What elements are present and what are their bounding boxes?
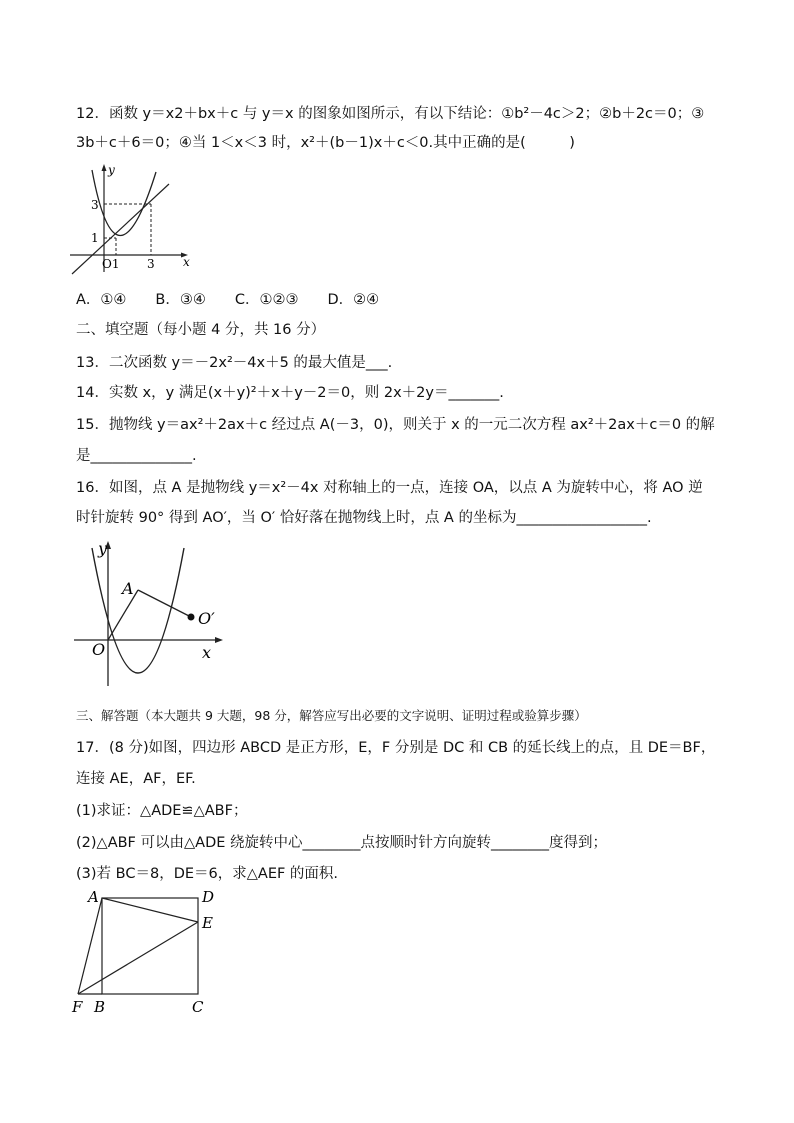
q12-line2: 3b＋c＋6＝0；④当 1＜x＜3 时，x²＋(b－1)x＋c＜0.其中正确的是( ) — [76, 135, 575, 151]
q15-line2: 是______________. — [76, 448, 197, 464]
q16-line1: 16．如图，点 A 是抛物线 y＝x²－4x 对称轴上的一点，连接 OA，以点 A 为旋转中心，将 AO 逆 — [76, 480, 703, 496]
q16-figure — [72, 538, 232, 698]
q17-part2: (2)△ABF 可以由△ADE 绕旋转中心________点按顺时针方向旋转________度得到； — [76, 835, 608, 851]
q15-line1: 15．抛物线 y＝ax²＋2ax＋c 经过点 A(－3，0)，则关于 x 的一元二次方程 ax²＋2ax＋c＝0 的解 — [76, 417, 715, 433]
q17-label-d: D — [202, 888, 215, 906]
q17-line1: 17．(8 分)如图，四边形 ABCD 是正方形，E，F 分别是 DC 和 CB 的延长线上的点，且 DE＝BF， — [76, 740, 716, 756]
q16-y-label: y — [98, 539, 108, 558]
q12-options: A．①④ B．③④ C．①②③ D．②④ — [76, 292, 380, 308]
q17-line2: 连接 AE，AF，EF. — [76, 771, 196, 787]
q17-label-e: E — [202, 914, 213, 932]
q14: 14．实数 x，y 满足(x＋y)²＋x＋y－2＝0，则 2x＋2y＝_______. — [76, 385, 504, 401]
q12-y-label: y — [108, 163, 115, 177]
q16-origin-label: O — [92, 640, 106, 659]
q12-figure — [66, 160, 196, 280]
section3-heading: 三、解答题（本大题共 9 大题，98 分，解答应写出必要的文字说明、证明过程或验算步骤） — [76, 708, 587, 723]
q17-label-c: C — [192, 998, 204, 1016]
q17-label-b: B — [94, 998, 106, 1016]
q12-tick-3: 3 — [91, 198, 99, 212]
q17-label-a: A — [88, 888, 99, 906]
q17-label-f: F — [72, 998, 83, 1016]
q17-part1: (1)求证：△ADE≌△ABF； — [76, 803, 248, 819]
q16-point-a-label: A — [122, 579, 134, 598]
section2-heading: 二、填空题（每小题 4 分，共 16 分） — [76, 322, 326, 338]
q12-tick-1: 1 — [91, 231, 99, 245]
q16-x-label: x — [202, 643, 212, 662]
q13: 13．二次函数 y＝－2x²－4x＋5 的最大值是___. — [76, 355, 393, 371]
q16-point-oprime-label: O′ — [198, 609, 215, 628]
q17-part3: (3)若 BC＝8，DE＝6，求△AEF 的面积. — [76, 866, 339, 882]
q17-figure — [66, 884, 226, 1020]
q16-line2: 时针旋转 90° 得到 AO′，当 O′ 恰好落在抛物线上时，点 A 的坐标为__________________. — [76, 510, 652, 526]
q12-tick-x3: 3 — [147, 257, 155, 271]
q12-origin-label: O1 — [102, 257, 120, 271]
q12-line1: 12．函数 y＝x2＋bx＋c 与 y＝x 的图象如图所示，有以下结论：①b²－4c＞2；②b＋2c＝0；③ — [76, 106, 705, 122]
q12-x-label: x — [183, 255, 190, 269]
